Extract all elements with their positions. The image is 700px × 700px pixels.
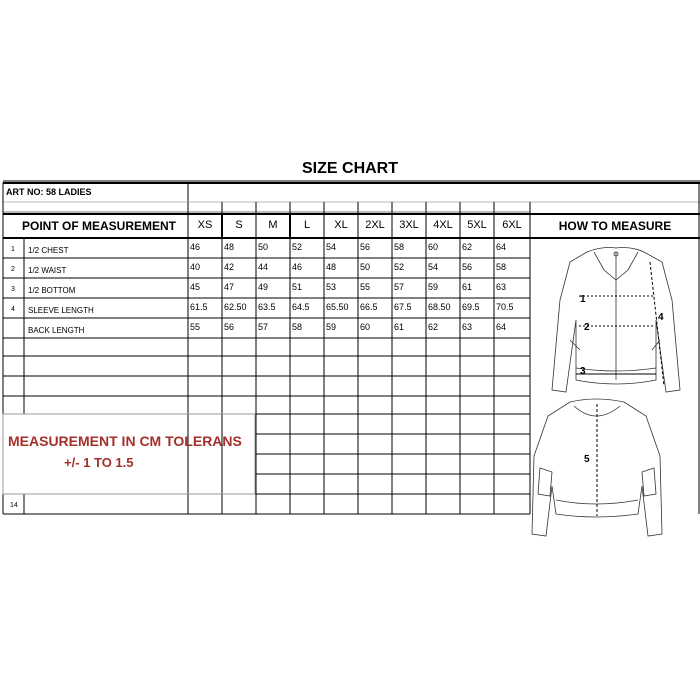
measurement-cell: 52: [292, 242, 303, 252]
size-header-6xl: 6XL: [502, 219, 522, 231]
measurement-cell: 55: [190, 322, 201, 332]
size-header-3xl: 3XL: [399, 219, 419, 231]
size-header-xl: XL: [334, 219, 348, 231]
measurement-cell: 42: [224, 262, 235, 272]
point-of-measurement-name: 1/2 CHEST: [28, 246, 69, 255]
measurement-cell: 61: [394, 322, 405, 332]
measurement-cell: 63: [496, 282, 507, 292]
row-index: 3: [11, 286, 15, 293]
measurement-cell: 59: [428, 282, 439, 292]
bottom-label: 3: [580, 366, 586, 377]
row-index: 4: [11, 306, 15, 313]
measurement-cell: 48: [326, 262, 337, 272]
front-jacket-diagram: [532, 240, 700, 400]
measurement-cell: 46: [292, 262, 303, 272]
sleeve-label: 4: [658, 312, 664, 323]
measurement-cell: 45: [190, 282, 201, 292]
point-of-measurement-name: SLEEVE LENGTH: [28, 306, 94, 315]
measurement-cell: 46: [190, 242, 201, 252]
measurement-cell: 64: [496, 322, 507, 332]
measurement-cell: 59: [326, 322, 337, 332]
measurement-cell: 49: [258, 282, 269, 292]
measurement-cell: 51: [292, 282, 303, 292]
measurement-cell: 52: [394, 262, 405, 272]
back-length-label: 5: [584, 454, 590, 465]
measurement-cell: 53: [326, 282, 337, 292]
measurement-cell: 63: [462, 322, 473, 332]
size-header-s: S: [235, 219, 243, 231]
measurement-cell: 62.50: [224, 302, 247, 312]
measurement-cell: 44: [258, 262, 269, 272]
measurement-cell: 56: [462, 262, 473, 272]
measurement-cell: 58: [292, 322, 303, 332]
chest-label: 1: [580, 294, 586, 305]
measurement-cell: 50: [360, 262, 371, 272]
measurement-cell: 63.5: [258, 302, 276, 312]
measurement-cell: 62: [462, 242, 473, 252]
measurement-cell: 64.5: [292, 302, 310, 312]
size-header-2xl: 2XL: [365, 219, 385, 231]
measurement-cell: 60: [360, 322, 371, 332]
tolerance-note-line1: MEASUREMENT IN CM TOLERANS: [8, 433, 242, 449]
page-title: SIZE CHART: [302, 160, 398, 177]
back-jacket-diagram: [520, 396, 680, 544]
measurement-cell: 57: [258, 322, 269, 332]
point-of-measurement-name: BACK LENGTH: [28, 326, 85, 335]
size-header-4xl: 4XL: [433, 219, 453, 231]
measurement-cell: 68.50: [428, 302, 451, 312]
size-header-l: L: [303, 219, 311, 231]
measurement-cell: 70.5: [496, 302, 514, 312]
measurement-cell: 56: [360, 242, 371, 252]
point-of-measurement-header: POINT OF MEASUREMENT: [22, 219, 177, 233]
size-header-m: M: [268, 219, 278, 231]
measurement-cell: 50: [258, 242, 269, 252]
point-of-measurement-name: 1/2 BOTTOM: [28, 286, 76, 295]
measurement-cell: 54: [326, 242, 337, 252]
row-index: 2: [11, 266, 15, 273]
measurement-cell: 48: [224, 242, 235, 252]
measurement-cell: 69.5: [462, 302, 480, 312]
measurement-cell: 40: [190, 262, 201, 272]
art-number: ART NO: 58 LADIES: [6, 187, 92, 197]
point-of-measurement-name: 1/2 WAIST: [28, 266, 67, 275]
measurement-cell: 58: [394, 242, 405, 252]
measurement-cell: 65.50: [326, 302, 349, 312]
how-to-measure-header: HOW TO MEASURE: [558, 219, 672, 233]
measurement-cell: 58: [496, 262, 507, 272]
row-index-14: 14: [10, 502, 18, 509]
size-header-5xl: 5XL: [467, 219, 487, 231]
measurement-cell: 47: [224, 282, 235, 292]
tolerance-note-line2: +/- 1 TO 1.5: [64, 455, 134, 470]
measurement-cell: 62: [428, 322, 439, 332]
measurement-cell: 54: [428, 262, 439, 272]
measurement-cell: 57: [394, 282, 405, 292]
measurement-cell: 61: [462, 282, 473, 292]
measurement-cell: 66.5: [360, 302, 378, 312]
size-header-xs: XS: [197, 219, 213, 231]
measurement-cell: 64: [496, 242, 507, 252]
measurement-cell: 55: [360, 282, 371, 292]
measurement-cell: 56: [224, 322, 235, 332]
measurement-cell: 60: [428, 242, 439, 252]
measurement-cell: 61.5: [190, 302, 208, 312]
waist-label: 2: [584, 322, 590, 333]
row-index: 1: [11, 246, 15, 253]
measurement-cell: 67.5: [394, 302, 412, 312]
